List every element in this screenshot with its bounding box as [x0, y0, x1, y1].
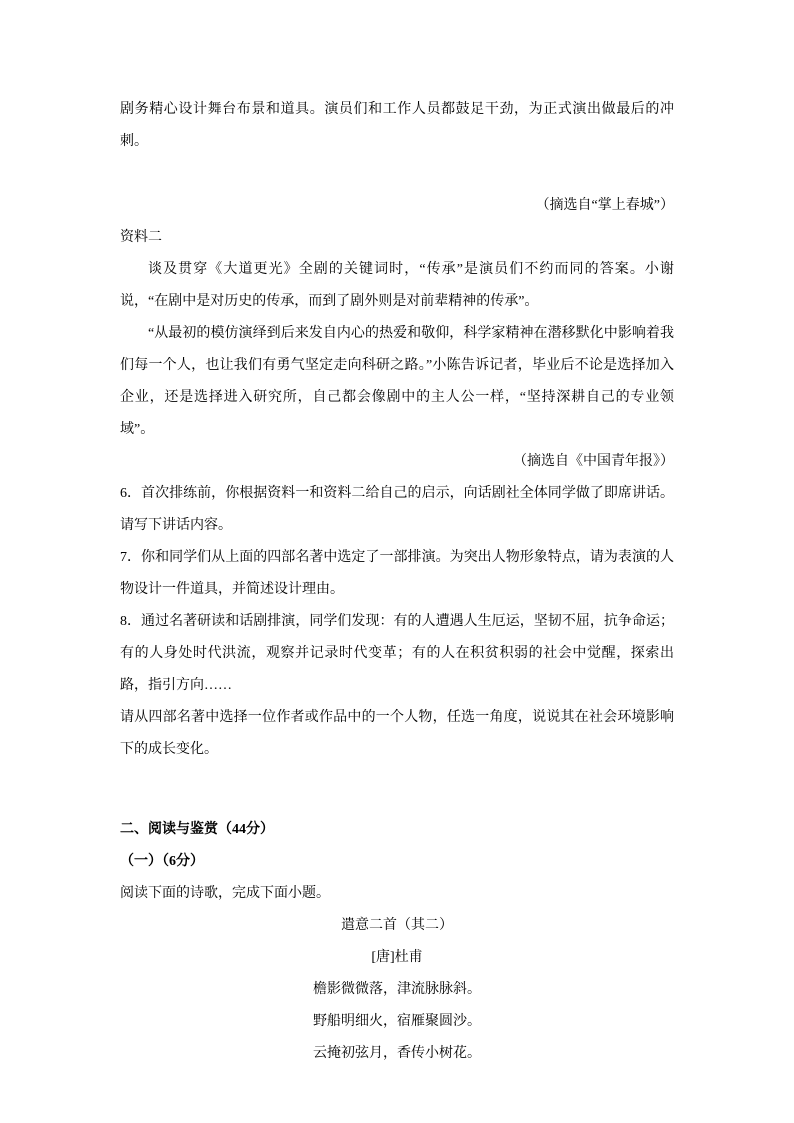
reading-instruction: 阅读下面的诗歌，完成下面小题。 — [120, 886, 330, 901]
source-citation-1: （摘选自“掌上春城”） — [535, 198, 674, 213]
material-2-label: 资料二 — [120, 230, 162, 245]
poem-line: 野船明细火，宿雁聚圆沙。 — [313, 1014, 481, 1029]
source-citation-2: （摘选自《中国青年报》） — [513, 454, 674, 469]
poem-line: 云掩初弦月，香传小树花。 — [313, 1046, 481, 1061]
blank-line — [120, 158, 674, 190]
intro-paragraph-tail: 剧务精心设计舞台布景和道具。演员们和工作人员都鼓足干劲，为正式演出做最后的冲刺。 — [120, 102, 674, 149]
material-2-paragraph-1: 谈及贯穿《大道更光》全剧的关键词时，“传承”是演员们不约而同的答案。小谢说，“在剧中是对历史的传承，而到了剧外则是对前辈精神的传承”。 — [120, 262, 674, 309]
question-6: 6．首次排练前，你根据资料一和资料二给自己的启示，向话剧社全体同学做了即席讲话。请写下讲话内容。 — [120, 486, 674, 533]
section-2-sub-heading: （一）（6分） — [120, 854, 204, 869]
poem-title: 遣意二首（其二） — [341, 918, 453, 933]
poem-line: 檐影微微落，津流脉脉斜。 — [313, 982, 481, 997]
question-7: 7．你和同学们从上面的四部名著中选定了一部排演。为突出人物形象特点，请为表演的人物设计一件道具，并简述设计理由。 — [120, 550, 674, 597]
question-8-followup: 请从四部名著中选择一位作者或作品中的一个人物，任选一角度，说说其在社会环境影响下的成长变化。 — [120, 710, 674, 757]
section-2-heading: 二、阅读与鉴赏（44分） — [120, 822, 274, 837]
question-8: 8．通过名著研读和话剧排演，同学们发现：有的人遭遇人生厄运，坚韧不屈，抗争命运；有的人身处时代洪流，观察并记录时代变革；有的人在积贫积弱的社会中觉醒，探索出路，指引方向…… — [120, 614, 674, 693]
material-2-paragraph-2: “从最初的模仿演绎到后来发自内心的热爱和敬仰，科学家精神在潜移默化中影响着我们每一个人，也让我们有勇气坚定走向科研之路。”小陈告诉记者，毕业后不论是选择加入企业，还是选择进入研究所，自己都会像剧中的主人公一样，“坚持深耕自己的专业领域”。 — [120, 326, 674, 437]
poem-author: [唐]杜甫 — [371, 950, 423, 965]
